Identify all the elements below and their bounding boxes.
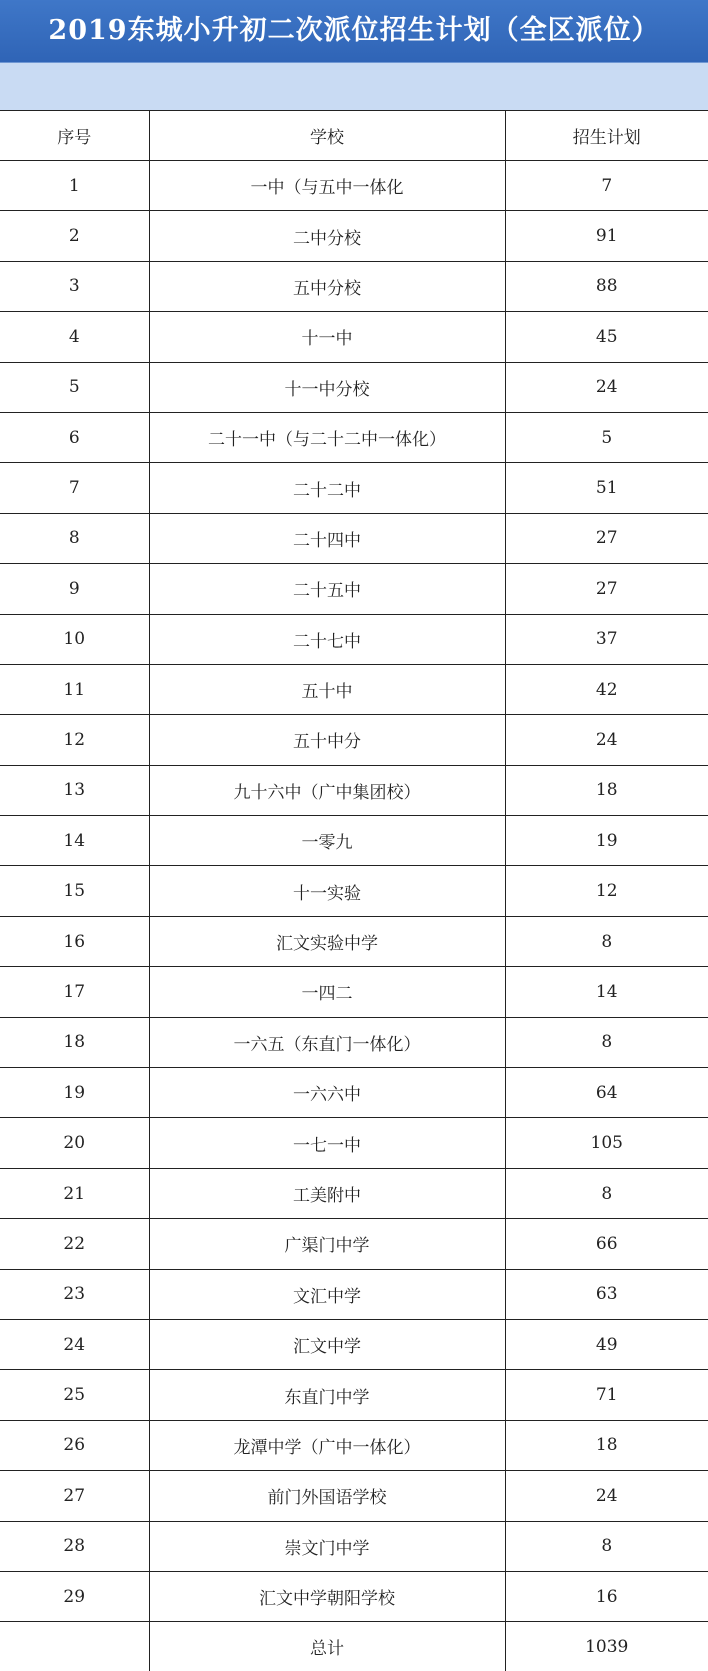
row-plan-cell: 49	[505, 1319, 708, 1369]
row-school-cell: 二十二中	[149, 463, 505, 513]
row-school-cell: 一零九	[149, 816, 505, 866]
column-header-plan: 招生计划	[505, 111, 708, 161]
row-school-cell: 工美附中	[149, 1168, 505, 1218]
row-index-cell: 18	[0, 1017, 149, 1067]
row-index-cell: 29	[0, 1571, 149, 1621]
row-plan-cell: 105	[505, 1118, 708, 1168]
row-index-cell: 22	[0, 1219, 149, 1269]
title-sub-band	[0, 63, 708, 111]
row-school-cell: 五十中分	[149, 715, 505, 765]
table-row	[0, 664, 708, 714]
table-row	[0, 967, 708, 1017]
row-school-cell: 二十四中	[149, 513, 505, 563]
row-plan-cell: 8	[505, 1168, 708, 1218]
total-row	[0, 1622, 708, 1671]
table-row	[0, 816, 708, 866]
table-row	[0, 715, 708, 765]
row-index-cell: 23	[0, 1269, 149, 1319]
row-index-cell: 7	[0, 463, 149, 513]
row-plan-cell: 8	[505, 916, 708, 966]
row-index-cell: 21	[0, 1168, 149, 1218]
table-row	[0, 1471, 708, 1521]
row-plan-cell: 66	[505, 1219, 708, 1269]
table-row	[0, 513, 708, 563]
table-row	[0, 1370, 708, 1420]
row-plan-cell: 7	[505, 161, 708, 211]
column-header-school: 学校	[149, 111, 505, 161]
row-plan-cell: 18	[505, 765, 708, 815]
row-school-cell: 汇文中学	[149, 1319, 505, 1369]
row-school-cell: 十一实验	[149, 866, 505, 916]
row-index-cell: 9	[0, 564, 149, 614]
row-school-cell: 一六五（东直门一体化）	[149, 1017, 505, 1067]
row-school-cell: 五中分校	[149, 261, 505, 311]
row-index-cell: 8	[0, 513, 149, 563]
total-value: 1039	[505, 1622, 708, 1671]
row-plan-cell: 91	[505, 211, 708, 261]
row-index-cell: 25	[0, 1370, 149, 1420]
table-row	[0, 463, 708, 513]
table-row	[0, 161, 708, 211]
row-school-cell: 五十中	[149, 664, 505, 714]
table-row	[0, 1269, 708, 1319]
row-index-cell: 4	[0, 312, 149, 362]
row-index-cell: 19	[0, 1068, 149, 1118]
row-plan-cell: 12	[505, 866, 708, 916]
row-school-cell: 东直门中学	[149, 1370, 505, 1420]
row-index-cell: 14	[0, 816, 149, 866]
table-row	[0, 916, 708, 966]
row-index-cell: 17	[0, 967, 149, 1017]
table-row	[0, 312, 708, 362]
row-plan-cell: 27	[505, 513, 708, 563]
row-plan-cell: 24	[505, 715, 708, 765]
row-index-cell: 1	[0, 161, 149, 211]
enrollment-plan-table	[0, 111, 708, 1671]
row-plan-cell: 18	[505, 1420, 708, 1470]
row-plan-cell: 37	[505, 614, 708, 664]
row-school-cell: 龙潭中学（广中一体化）	[149, 1420, 505, 1470]
row-school-cell: 一四二	[149, 967, 505, 1017]
row-plan-cell: 51	[505, 463, 708, 513]
row-index-cell: 6	[0, 412, 149, 462]
row-index-cell: 28	[0, 1521, 149, 1571]
table-row	[0, 614, 708, 664]
row-index-cell: 20	[0, 1118, 149, 1168]
row-school-cell: 一七一中	[149, 1118, 505, 1168]
table-body	[0, 161, 708, 1622]
row-plan-cell: 64	[505, 1068, 708, 1118]
table-row	[0, 1521, 708, 1571]
row-plan-cell: 27	[505, 564, 708, 614]
table-row	[0, 362, 708, 412]
row-school-cell: 前门外国语学校	[149, 1471, 505, 1521]
row-plan-cell: 8	[505, 1521, 708, 1571]
table-row	[0, 1118, 708, 1168]
table-row	[0, 1319, 708, 1369]
table-row	[0, 211, 708, 261]
column-header-index: 序号	[0, 111, 149, 161]
total-index-cell	[0, 1622, 149, 1671]
row-index-cell: 11	[0, 664, 149, 714]
row-plan-cell: 88	[505, 261, 708, 311]
row-index-cell: 3	[0, 261, 149, 311]
row-plan-cell: 5	[505, 412, 708, 462]
row-plan-cell: 16	[505, 1571, 708, 1621]
table-row	[0, 765, 708, 815]
row-index-cell: 26	[0, 1420, 149, 1470]
row-index-cell: 16	[0, 916, 149, 966]
table-row	[0, 261, 708, 311]
row-index-cell: 27	[0, 1471, 149, 1521]
row-index-cell: 2	[0, 211, 149, 261]
row-school-cell: 一六六中	[149, 1068, 505, 1118]
row-school-cell: 十一中	[149, 312, 505, 362]
row-index-cell: 13	[0, 765, 149, 815]
row-plan-cell: 42	[505, 664, 708, 714]
row-school-cell: 九十六中（广中集团校）	[149, 765, 505, 815]
row-school-cell: 二十七中	[149, 614, 505, 664]
row-school-cell: 十一中分校	[149, 362, 505, 412]
table-row	[0, 1219, 708, 1269]
table-row	[0, 1420, 708, 1470]
row-plan-cell: 14	[505, 967, 708, 1017]
row-index-cell: 15	[0, 866, 149, 916]
row-index-cell: 24	[0, 1319, 149, 1369]
row-index-cell: 5	[0, 362, 149, 412]
row-index-cell: 10	[0, 614, 149, 664]
table-row	[0, 564, 708, 614]
row-school-cell: 广渠门中学	[149, 1219, 505, 1269]
table-row	[0, 1068, 708, 1118]
row-school-cell: 一中（与五中一体化	[149, 161, 505, 211]
table-row	[0, 1168, 708, 1218]
row-index-cell: 12	[0, 715, 149, 765]
row-school-cell: 二十五中	[149, 564, 505, 614]
table-row	[0, 866, 708, 916]
total-label: 总计	[149, 1622, 505, 1671]
row-plan-cell: 24	[505, 1471, 708, 1521]
row-school-cell: 二十一中（与二十二中一体化）	[149, 412, 505, 462]
row-school-cell: 汇文中学朝阳学校	[149, 1571, 505, 1621]
row-plan-cell: 63	[505, 1269, 708, 1319]
row-school-cell: 文汇中学	[149, 1269, 505, 1319]
row-school-cell: 二中分校	[149, 211, 505, 261]
table-row	[0, 1017, 708, 1067]
row-school-cell: 汇文实验中学	[149, 916, 505, 966]
row-plan-cell: 45	[505, 312, 708, 362]
table-row	[0, 412, 708, 462]
row-plan-cell: 24	[505, 362, 708, 412]
row-school-cell: 崇文门中学	[149, 1521, 505, 1571]
row-plan-cell: 71	[505, 1370, 708, 1420]
header-row	[0, 111, 708, 161]
table-title: 2019东城小升初二次派位招生计划（全区派位）	[0, 0, 708, 63]
table-row	[0, 1571, 708, 1621]
row-plan-cell: 8	[505, 1017, 708, 1067]
row-plan-cell: 19	[505, 816, 708, 866]
